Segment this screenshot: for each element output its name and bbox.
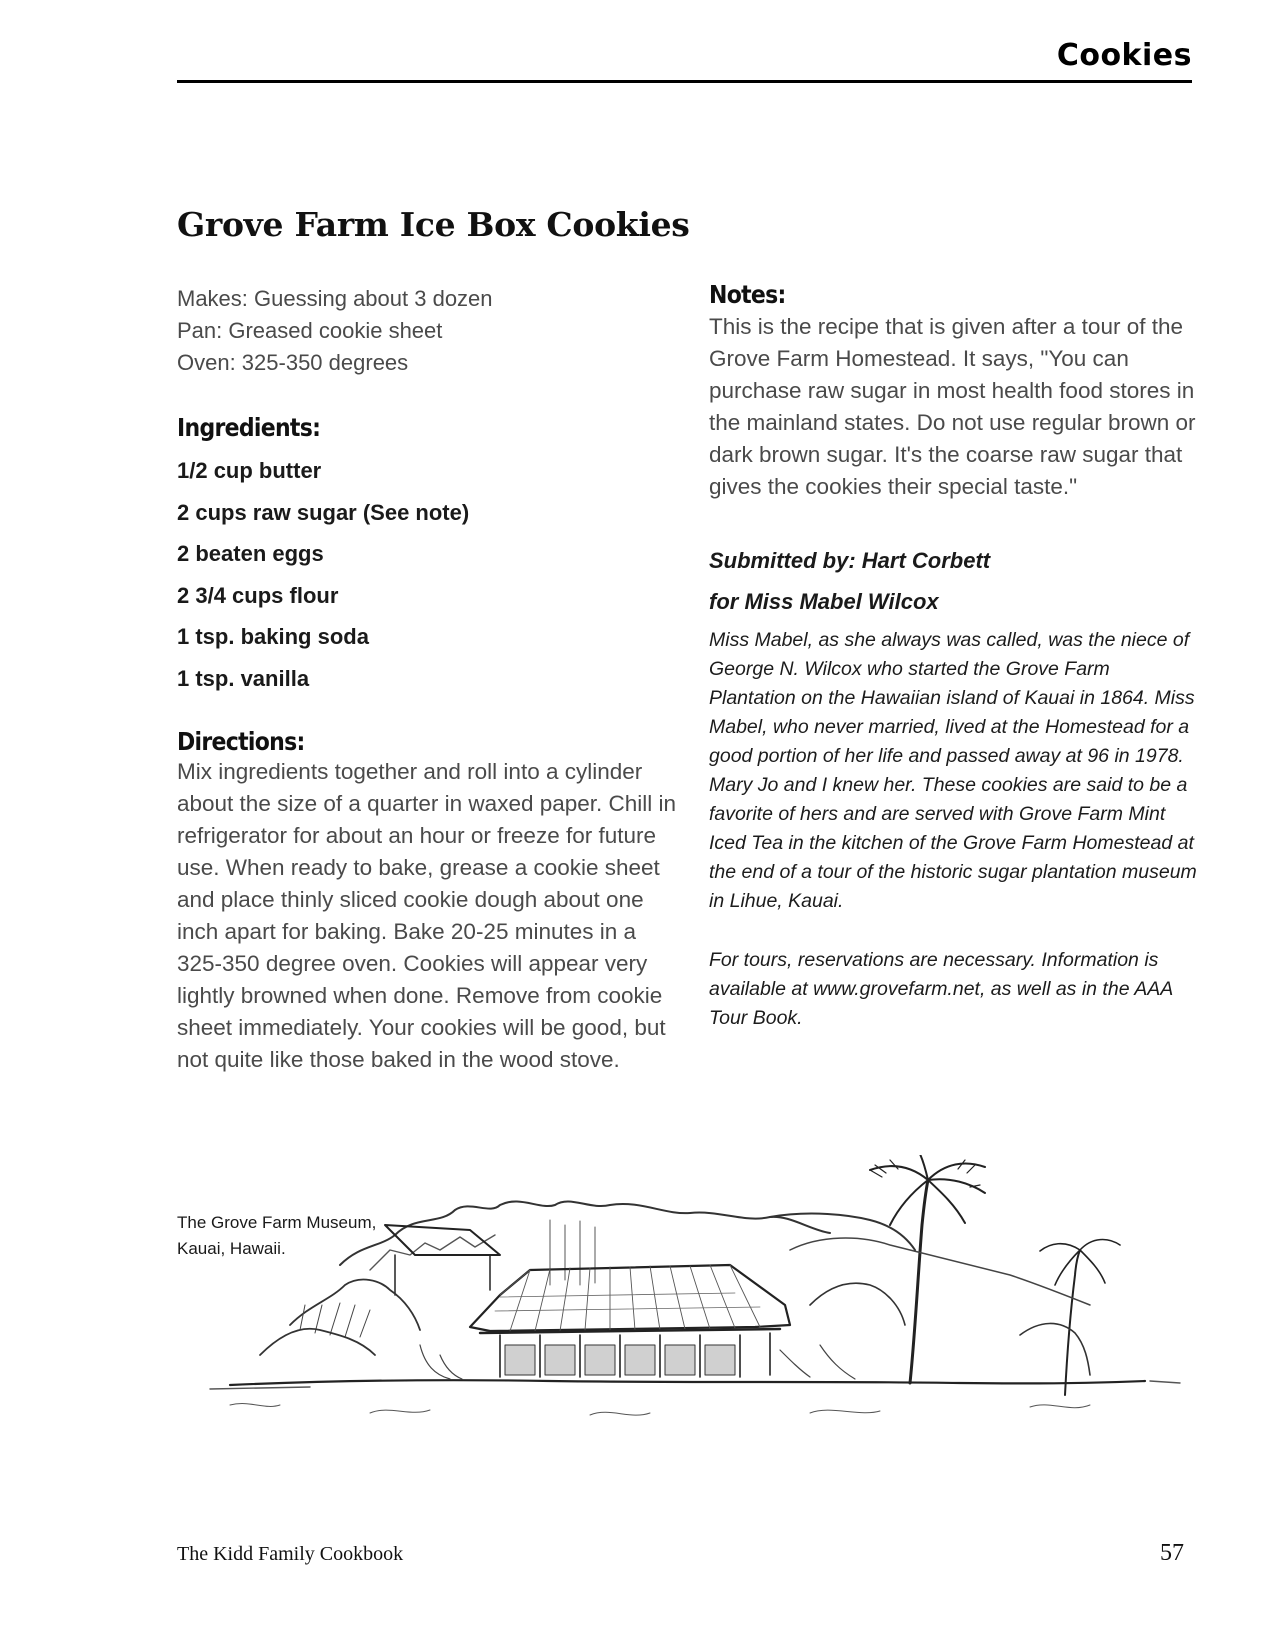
ingredient-item: 1 tsp. vanilla <box>177 665 310 691</box>
illustration-caption <box>177 1210 376 1262</box>
ingredient-item: 1 tsp. baking soda <box>177 624 369 649</box>
right-column <box>709 280 1199 1033</box>
tours-info: For tours, reservations are necessary. Information is available at www.grovefarm.net, as well as in the AAA Tour Book. <box>709 949 1173 1029</box>
ingredients-heading: Ingredients: <box>177 413 321 442</box>
recipe-pan: Pan: Greased cookie sheet <box>177 318 443 343</box>
ingredient-item: 1/2 cup butter <box>177 458 322 483</box>
ingredients-list <box>177 450 677 699</box>
left-column <box>177 283 677 1076</box>
ingredient-item: 2 3/4 cups flour <box>177 582 339 608</box>
ingredient-item: 2 beaten eggs <box>177 541 324 566</box>
submitted-by: Submitted by: Hart Corbett <box>709 548 991 573</box>
story-text: Miss Mabel, as she always was called, was the niece of George N. Wilcox who started the Grove Farm Plantation on the Hawaiian island of Kauai in 1864. Miss Mabel, who never married, lived at the Homestead for a good portion of her life and passed away at 96 in 1978. Mary Jo and I knew her. These cookies are said to be a favorite of hers and are served with Grove Farm Mint Iced Tea in the kitchen of the Grove Farm Homestead at the end of a tour of the historic sugar plantation museum in Lihue, Kauai. <box>709 629 1197 912</box>
notes-text: This is the recipe that is given after a tour of the Grove Farm Homestead. It says, "You can purchase raw sugar in most health food stores in the mainland states. Do not use regular brown or dark brown sugar. It's the coarse raw sugar that gives the cookies their special taste." <box>709 314 1196 499</box>
grove-farm-museum-sketch <box>170 1155 1200 1510</box>
notes-heading: Notes: <box>709 280 786 309</box>
ingredient-item: 2 cups raw sugar (See note) <box>177 499 470 525</box>
recipe-title: Grove Farm Ice Box Cookies <box>177 205 690 244</box>
caption-line-1: The Grove Farm Museum, <box>177 1213 377 1232</box>
footer-book-title: The Kidd Family Cookbook <box>177 1543 404 1565</box>
caption-line-2: Kauai, Hawaii. <box>177 1239 286 1258</box>
directions-heading: Directions: <box>177 727 305 756</box>
page-number: 57 <box>1160 1540 1184 1566</box>
directions-text: Mix ingredients together and roll into a cylinder about the size of a quarter in waxed paper. Chill in refrigerator for about an hour or freeze for future use. When ready to bake, grease a cookie sheet and place thinly sliced cookie dough about one inch apart for baking. Bake 20-25 minutes in a 325-350 degree oven. Cookies will appear very lightly browned when done. Remove from cookie sheet immediately. Your cookies will be good, but not quite like those baked in the wood stove. <box>177 759 677 1072</box>
recipe-makes: Makes: Guessing about 3 dozen <box>177 286 493 311</box>
section-title: Cookies <box>1056 38 1192 73</box>
page-header <box>177 30 1192 83</box>
recipe-oven: Oven: 325-350 degrees <box>177 350 409 375</box>
submitted-for: for Miss Mabel Wilcox <box>709 589 939 614</box>
